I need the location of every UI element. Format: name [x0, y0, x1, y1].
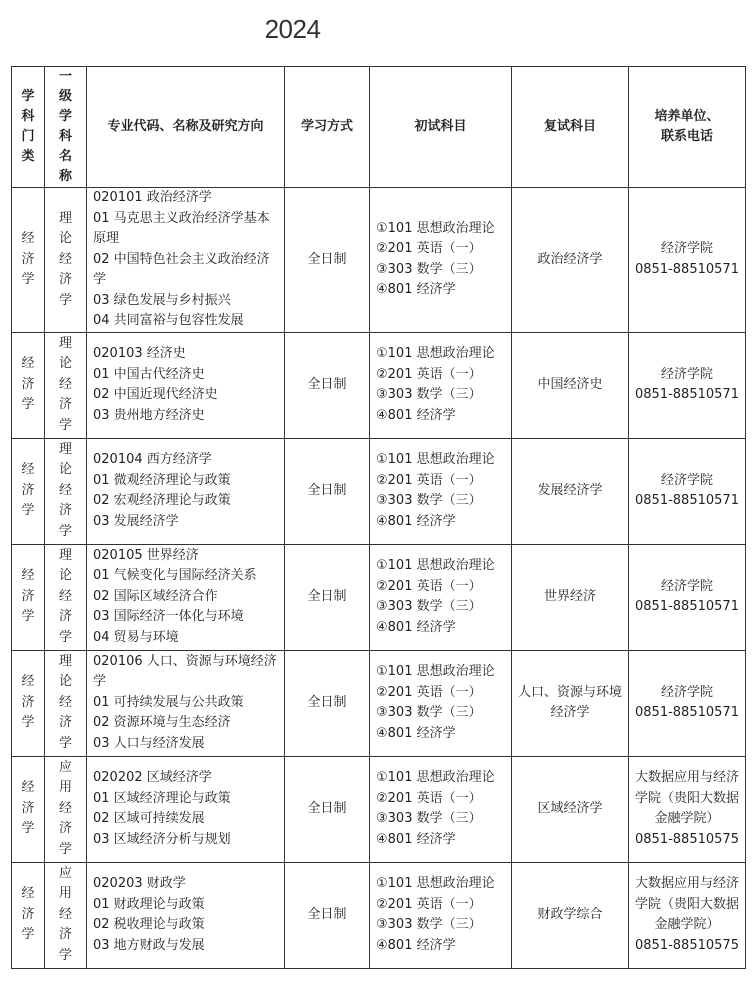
cell-unit: 大数据应用与经济学院（贵阳大数据金融学院） 0851-88510575: [629, 756, 746, 862]
cell-unit: 经济学院 0851-88510571: [629, 332, 746, 438]
header-mode: 学习方式: [285, 67, 370, 188]
cell-category: 经济学: [12, 544, 45, 650]
page-year-title: 2024: [264, 14, 321, 44]
cell-mode: 全日制: [285, 544, 370, 650]
cell-mode: 全日制: [285, 332, 370, 438]
cell-first-exam: ①101 思想政治理论 ②201 英语（一） ③303 数学（三） ④801 经济学: [370, 332, 512, 438]
cell-category: 经济学: [12, 650, 45, 756]
cell-re-exam: 区域经济学: [512, 756, 629, 862]
cell-discipline: 理论经济学: [45, 332, 87, 438]
cell-first-exam: ①101 思想政治理论 ②201 英语（一） ③303 数学（三） ④801 经济学: [370, 438, 512, 544]
table-row: [12, 332, 746, 438]
cell-major: 020104 西方经济学 01 微观经济理论与政策 02 宏观经济理论与政策 03 发展经济学: [87, 438, 285, 544]
cell-major: 020103 经济史 01 中国古代经济史 02 中国近现代经济史 03 贵州地方经济史: [87, 332, 285, 438]
cell-discipline: 理论经济学: [45, 650, 87, 756]
cell-first-exam: ①101 思想政治理论 ②201 英语（一） ③303 数学（三） ④801 经济学: [370, 544, 512, 650]
cell-discipline: 理论经济学: [45, 544, 87, 650]
table-header-row: [12, 67, 746, 188]
header-discipline: 一级学科名称: [45, 67, 87, 188]
cell-unit: 经济学院 0851-88510571: [629, 544, 746, 650]
cell-major: 020202 区域经济学 01 区域经济理论与政策 02 区域可持续发展 03 区域经济分析与规划: [87, 756, 285, 862]
cell-category: 经济学: [12, 756, 45, 862]
table-row: [12, 438, 746, 544]
cell-re-exam: 发展经济学: [512, 438, 629, 544]
header-category: 学科门类: [12, 67, 45, 188]
cell-mode: 全日制: [285, 862, 370, 968]
cell-major: 020203 财政学 01 财政理论与政策 02 税收理论与政策 03 地方财政与发展: [87, 862, 285, 968]
cell-discipline: 应用经济学: [45, 756, 87, 862]
cell-mode: 全日制: [285, 438, 370, 544]
header-first-exam: 初试科目: [370, 67, 512, 188]
cell-category: 经济学: [12, 332, 45, 438]
cell-category: 经济学: [12, 188, 45, 333]
table-row: [12, 544, 746, 650]
cell-re-exam: 财政学综合: [512, 862, 629, 968]
cell-first-exam: ①101 思想政治理论 ②201 英语（一） ③303 数学（三） ④801 经济学: [370, 650, 512, 756]
cell-unit: 经济学院 0851-88510571: [629, 438, 746, 544]
header-major: 专业代码、名称及研究方向: [87, 67, 285, 188]
cell-unit: 经济学院 0851-88510571: [629, 650, 746, 756]
table-row: [12, 188, 746, 333]
header-re-exam: 复试科目: [512, 67, 629, 188]
cell-re-exam: 人口、资源与环境经济学: [512, 650, 629, 756]
table-row: [12, 650, 746, 756]
cell-unit: 经济学院 0851-88510571: [629, 188, 746, 333]
table-row: [12, 756, 746, 862]
cell-major: 020101 政治经济学 01 马克思主义政治经济学基本原理 02 中国特色社会主义政治经济学 03 绿色发展与乡村振兴 04 共同富裕与包容性发展: [87, 188, 285, 333]
cell-discipline: 理论经济学: [45, 188, 87, 333]
table-row: [12, 862, 746, 968]
cell-re-exam: 世界经济: [512, 544, 629, 650]
cell-unit: 大数据应用与经济学院（贵阳大数据金融学院） 0851-88510575: [629, 862, 746, 968]
cell-discipline: 理论经济学: [45, 438, 87, 544]
cell-first-exam: ①101 思想政治理论 ②201 英语（一） ③303 数学（三） ④801 经济学: [370, 862, 512, 968]
cell-mode: 全日制: [285, 188, 370, 333]
program-table: [11, 66, 746, 969]
cell-first-exam: ①101 思想政治理论 ②201 英语（一） ③303 数学（三） ④801 经济学: [370, 188, 512, 333]
cell-major: 020106 人口、资源与环境经济学 01 可持续发展与公共政策 02 资源环境与生态经济 03 人口与经济发展: [87, 650, 285, 756]
cell-mode: 全日制: [285, 650, 370, 756]
cell-first-exam: ①101 思想政治理论 ②201 英语（一） ③303 数学（三） ④801 经济学: [370, 756, 512, 862]
cell-re-exam: 政治经济学: [512, 188, 629, 333]
cell-category: 经济学: [12, 438, 45, 544]
cell-category: 经济学: [12, 862, 45, 968]
header-unit: 培养单位、 联系电话: [629, 67, 746, 188]
cell-mode: 全日制: [285, 756, 370, 862]
cell-major: 020105 世界经济 01 气候变化与国际经济关系 02 国际区域经济合作 03 国际经济一体化与环境 04 贸易与环境: [87, 544, 285, 650]
cell-discipline: 应用经济学: [45, 862, 87, 968]
cell-re-exam: 中国经济史: [512, 332, 629, 438]
